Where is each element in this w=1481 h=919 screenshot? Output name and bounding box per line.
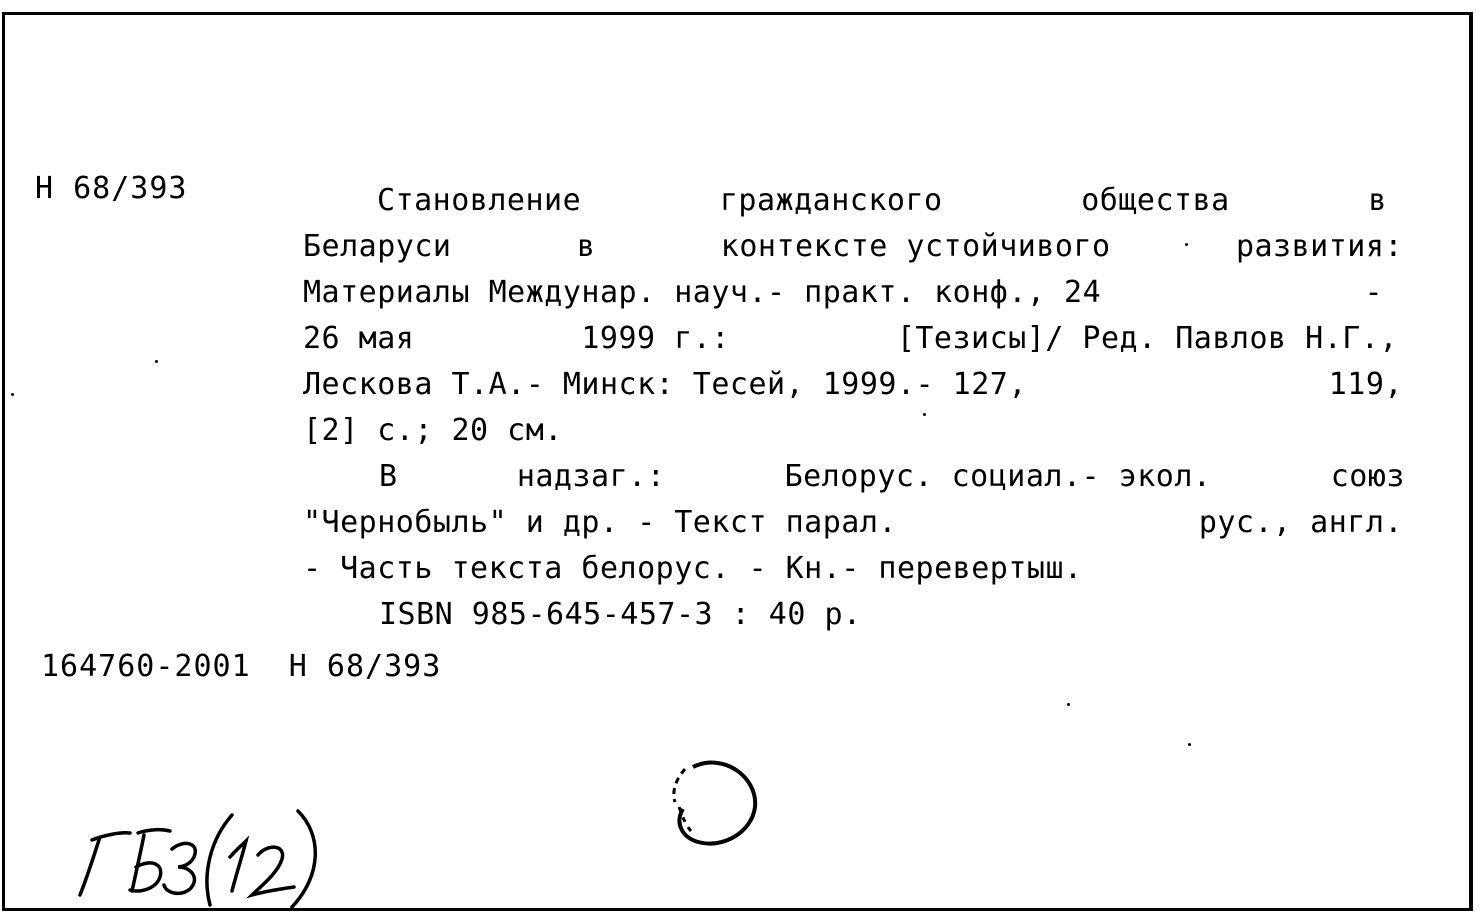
note-line-2 (303, 500, 1403, 546)
title-word: 1999 г.: (581, 321, 730, 356)
title-word: Лесковa Т.А.- Минск: Тесей, 1999.- 127, (303, 367, 1027, 402)
title-word: гражданского (719, 183, 943, 218)
title-word: [Тезисы]/ Ред. Павлов Н.Г., (896, 321, 1398, 356)
title-word: 119, (1328, 367, 1403, 402)
title-line-5 (303, 362, 1403, 408)
note-word: рус., англ. (1198, 505, 1403, 540)
inventory-number: 164760-2001 Н 68/393 (41, 649, 442, 684)
title-word: Становление (377, 183, 582, 218)
title-line-1 (377, 178, 1387, 224)
title-line-2 (303, 224, 1403, 270)
note-word: Белорус. социал.- экол. (784, 459, 1212, 494)
speck (1185, 243, 1188, 246)
title-line-4 (303, 316, 1398, 362)
speck (1188, 743, 1191, 746)
note-line-3: - Часть текста белорус. - Кн.- перевертыш. (303, 551, 1083, 586)
speck (1067, 703, 1070, 706)
speck (155, 360, 158, 363)
title-word: 26 мая (303, 321, 415, 356)
catalog-card (2, 12, 1473, 911)
title-word: в (1368, 183, 1387, 218)
title-word: в (576, 229, 596, 264)
title-word: контексте устойчивого (720, 229, 1111, 264)
title-word: Беларуси (303, 229, 452, 264)
speck (923, 413, 926, 416)
title-line-6: [2] с.; 20 см. (303, 413, 563, 448)
note-word: "Чернобыль" и др. - Текст парал. (303, 505, 897, 540)
shelf-mark: Н 68/393 (35, 171, 188, 206)
note-line-1 (379, 454, 1405, 500)
title-word: - (1364, 275, 1383, 310)
note-word: союз (1330, 459, 1405, 494)
speck (11, 393, 14, 396)
circle-stamp-icon (653, 747, 763, 857)
isbn: ISBN 985-645-457-3 : 40 р. (379, 597, 862, 632)
note-word: надзаг.: (516, 459, 666, 494)
handwritten-note (60, 795, 340, 915)
title-word: общества (1081, 183, 1230, 218)
title-line-3 (303, 270, 1383, 316)
title-word: развития: (1235, 229, 1403, 264)
title-word: Материалы Междунар. науч.- практ. конф., 24 (303, 275, 1102, 310)
note-word: В (379, 459, 398, 494)
